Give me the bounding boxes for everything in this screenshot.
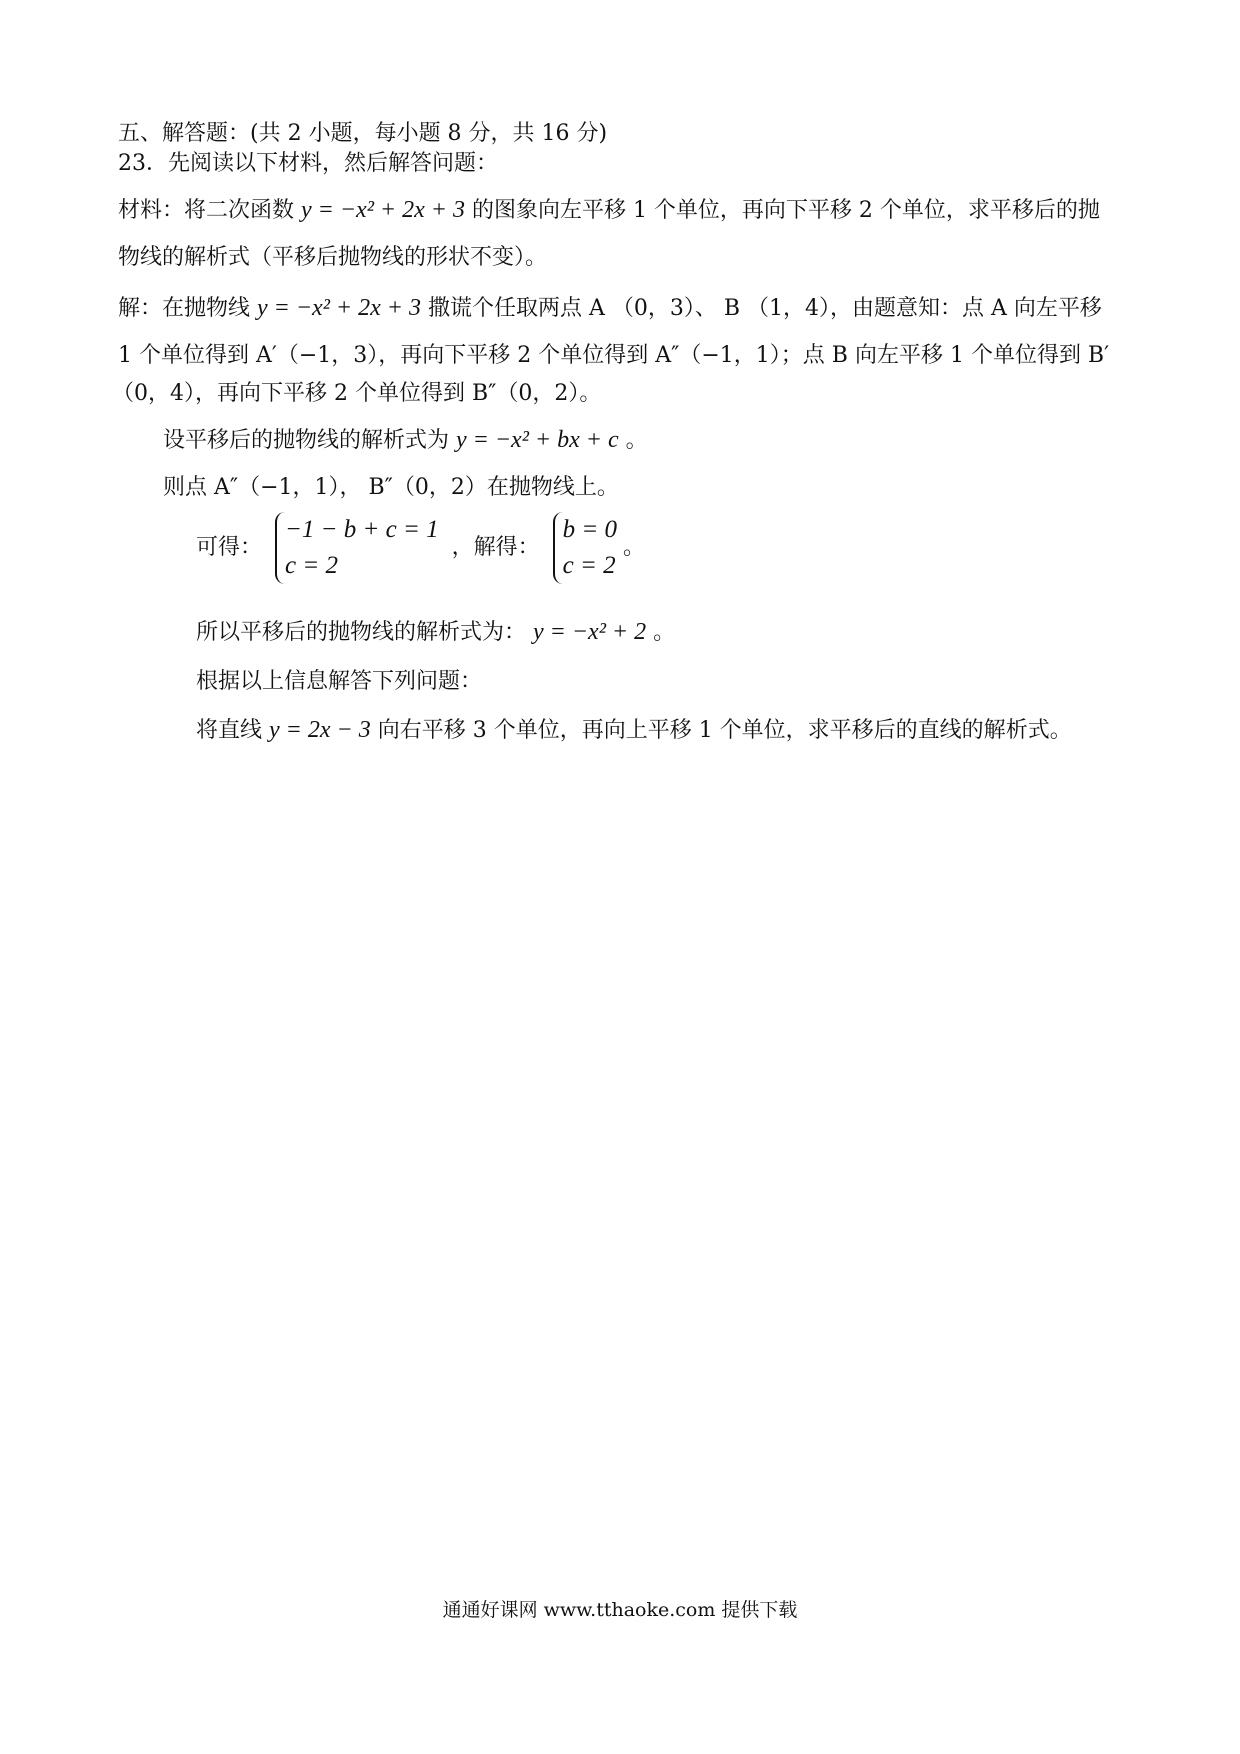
- solution-system: [553, 512, 617, 584]
- question-intro: 先阅读以下材料，然后解答问题：: [168, 151, 499, 176]
- solution-equation-1: b = 0: [562, 516, 617, 543]
- solution-line-1: [118, 294, 1102, 323]
- section-header: 五、解答题：(共 2 小题，每小题 8 分，共 16 分): [118, 121, 608, 146]
- task-intro: 根据以上信息解答下列问题：: [196, 669, 483, 694]
- result-suffix: 。: [653, 620, 676, 645]
- task-question: [196, 716, 1072, 745]
- material-line-2: 物线的解析式（平移后抛物线的形状不变）。: [118, 245, 548, 270]
- material-prefix: 材料：将二次函数: [118, 198, 295, 223]
- solution-function: y = −x² + 2x + 3: [257, 295, 421, 321]
- system-label: 可得：: [196, 535, 263, 560]
- solution-line-4: [163, 426, 648, 455]
- assume-prefix: 设平移后的抛物线的解析式为: [163, 428, 450, 453]
- equation-system: [275, 512, 439, 584]
- result-line: [196, 618, 675, 647]
- solution-line-2: 1 个单位得到 A′（−1，3），再向下平移 2 个单位得到 A″（−1，1）；点 B 向左平移 1 个单位得到 B′: [118, 343, 1110, 368]
- system-equation-2: c = 2: [285, 552, 338, 579]
- solution-line-5: 则点 A″（−1，1）， B″（0，2）在抛物线上。: [163, 475, 619, 500]
- task-suffix: 向右平移 3 个单位，再向上平移 1 个单位，求平移后的直线的解析式。: [377, 718, 1072, 743]
- material-text-1: 的图象向左平移 1 个单位，再向下平移 2 个单位，求平移后的抛: [471, 198, 1100, 223]
- result-prefix: 所以平移后的抛物线的解析式为：: [196, 620, 527, 645]
- assume-function: y = −x² + bx + c: [456, 427, 619, 453]
- solution-prefix: 解：在抛物线: [118, 296, 251, 321]
- solution-equation-2: c = 2: [562, 552, 616, 579]
- system-equation-1: −1 − b + c = 1: [285, 516, 439, 543]
- question-heading: [118, 150, 498, 178]
- material-function: y = −x² + 2x + 3: [301, 197, 465, 223]
- question-number: 23．: [118, 151, 168, 176]
- task-line-function: y = 2x − 3: [269, 717, 371, 743]
- task-prefix: 将直线: [196, 718, 263, 743]
- solve-end: 。: [622, 535, 645, 560]
- page-footer: 通通好课网 www.tthaoke.com 提供下载: [442, 1599, 798, 1621]
- equation-system-line: [196, 512, 645, 584]
- material-line-1: [118, 196, 1100, 225]
- solution-suffix: 撒谎个任取两点 A （0，3）、 B （1，4），由题意知：点 A 向左平移: [427, 296, 1102, 321]
- solve-label: ，解得：: [451, 535, 540, 560]
- result-function: y = −x² + 2: [533, 619, 647, 645]
- assume-suffix: 。: [625, 428, 648, 453]
- solution-line-3: （0，4），再向下平移 2 个单位得到 B″（0，2）。: [112, 381, 602, 406]
